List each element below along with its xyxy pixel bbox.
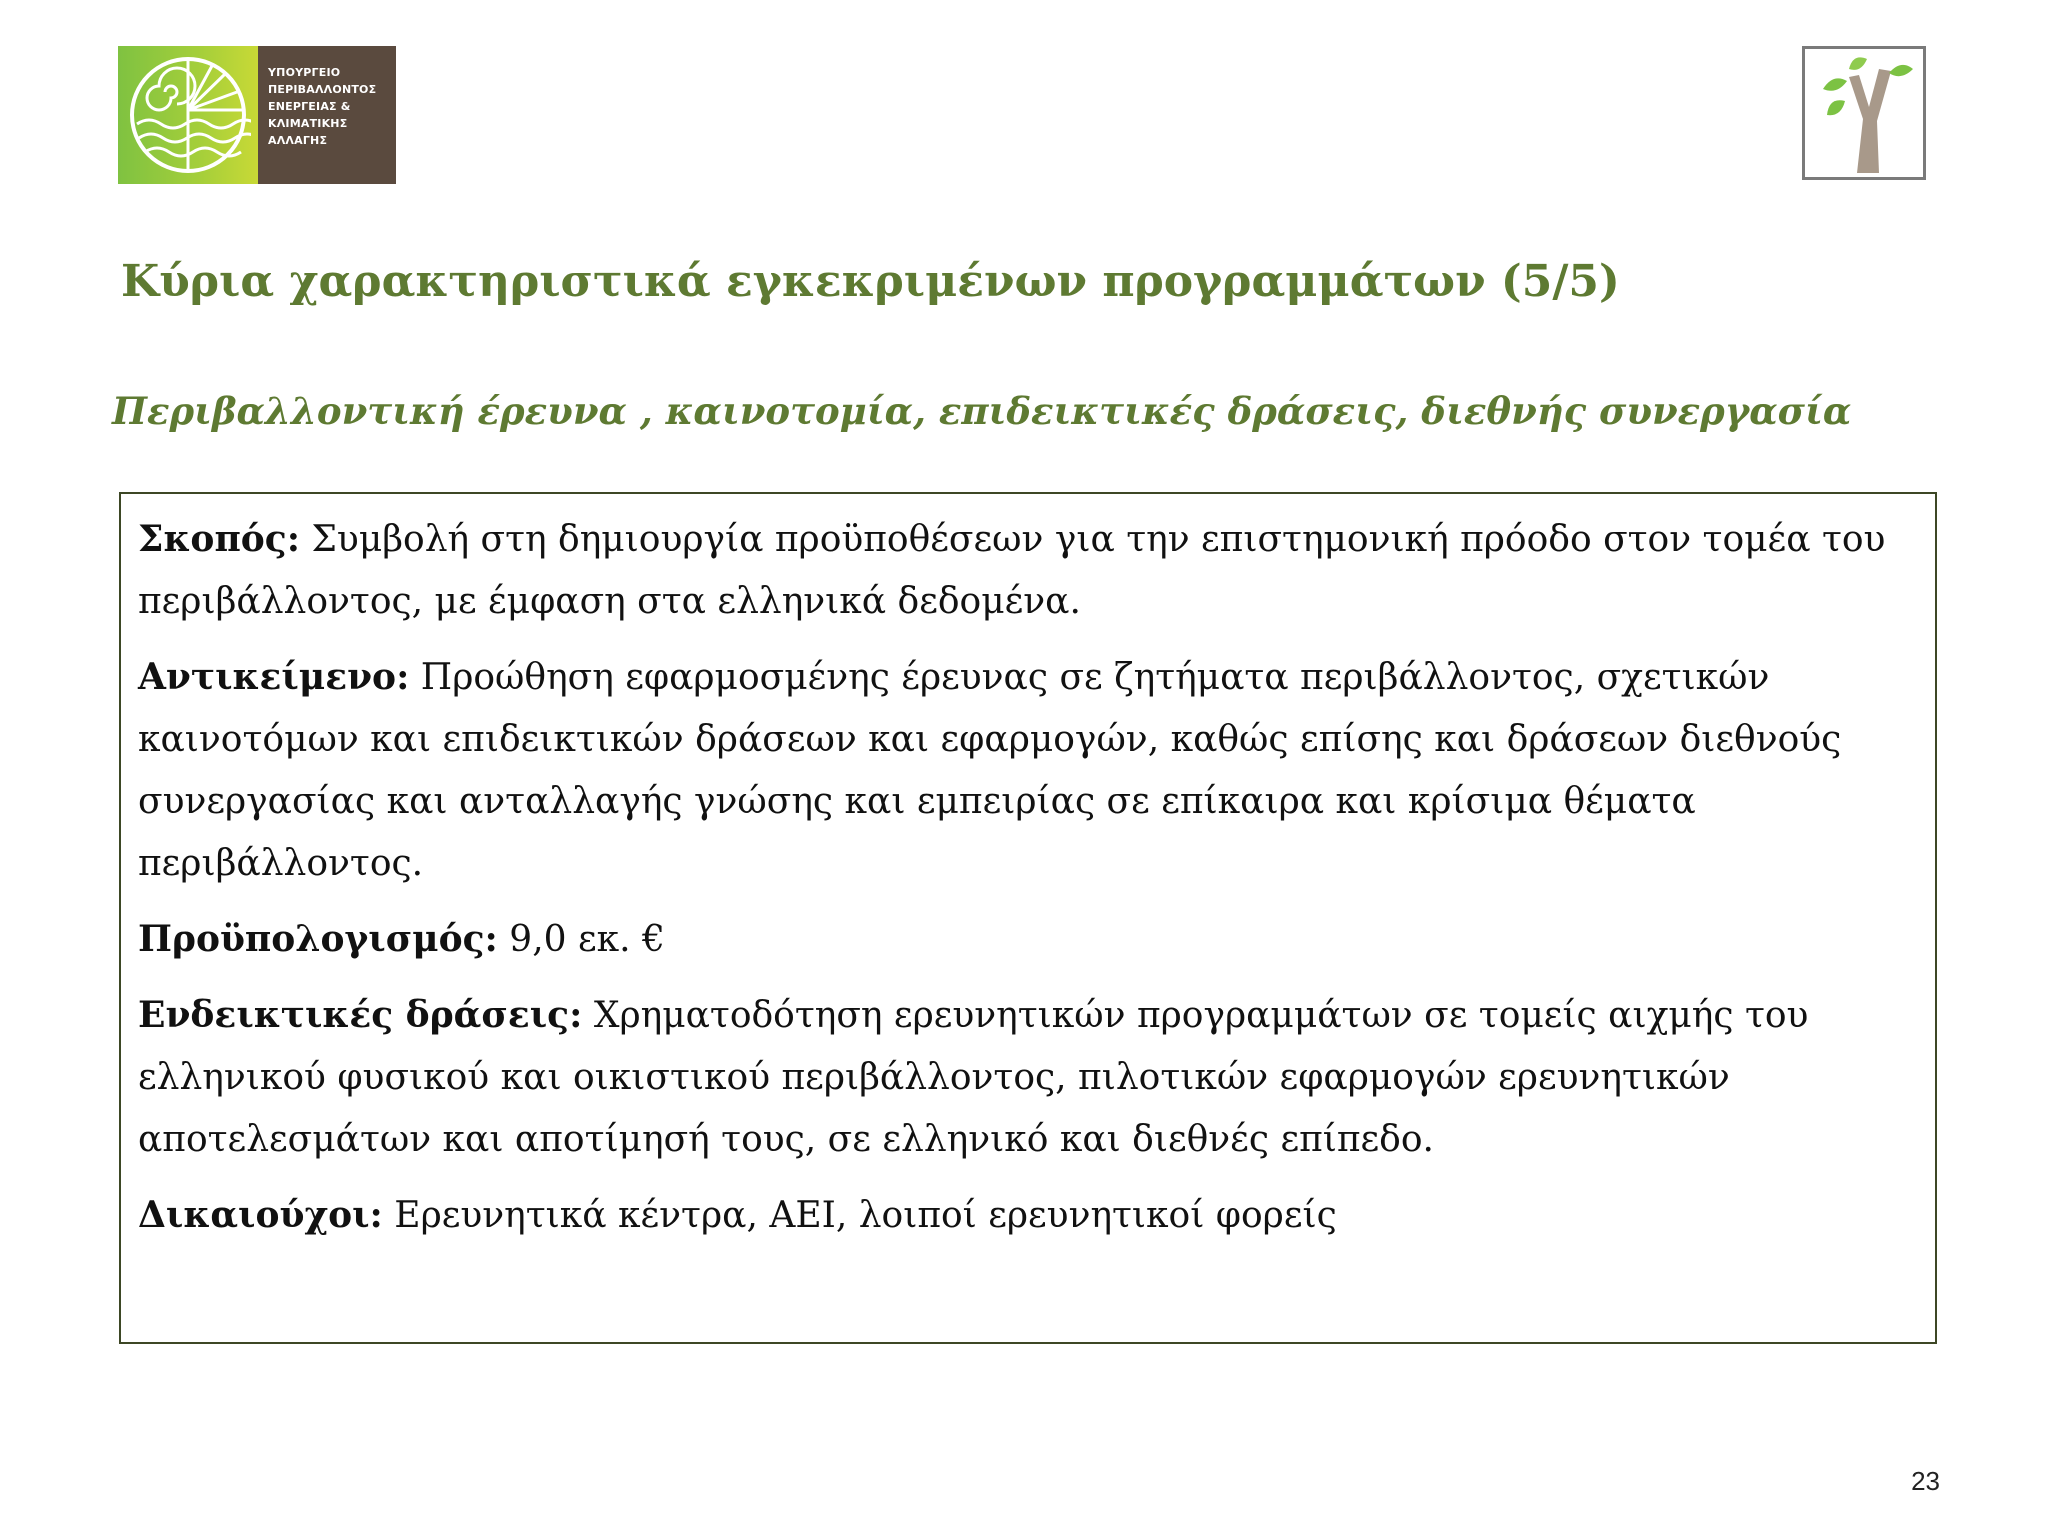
ministry-logo (118, 46, 396, 184)
ministry-name (258, 46, 396, 184)
slide-title: Κύρια χαρακτηριστικά εγκεκριμένων προγραμμάτων (5/5) (121, 256, 1620, 307)
slide-subtitle: Περιβαλλοντική έρευνα , καινοτομία, επιδεικτικές δράσεις, διεθνής συνεργασία (112, 389, 1852, 433)
budget-label: Προϋπολογισμός: (138, 918, 498, 960)
beneficiaries-paragraph (138, 1184, 1921, 1247)
ministry-name-line: ΕΝΕΡΓΕΙΑΣ & (268, 100, 351, 113)
indicative-actions-paragraph (138, 984, 1921, 1171)
objective-text: Προώθηση εφαρμοσμένης έρευνας σε ζητήματα περιβάλλοντος, σχετικών καινοτόμων και επιδεικτικών δράσεων και εφαρμογών, καθώς επίσης και δράσεων διεθνούς συνεργασίας και ανταλλαγής γνώσης και εμπειρίας σε επίκαιρα και κρίσιμα θέματα περιβάλλοντος. (138, 657, 1842, 884)
purpose-text: Συμβολή στη δημιουργία προϋποθέσεων για την επιστημονική πρόοδο στον τομέα του περιβάλλοντος, με έμφαση στα ελληνικά δεδομένα. (138, 519, 1886, 622)
objective-paragraph (138, 646, 1921, 895)
purpose-paragraph (138, 508, 1921, 633)
page-number: 23 (1911, 1466, 1940, 1496)
indicative-actions-text: Χρηματοδότηση ερευνητικών προγραμμάτων σε τομείς αιχμής του ελληνικού φυσικού και οικιστικού περιβάλλοντος, πιλοτικών εφαρμογών ερευνητικών αποτελεσμάτων και αποτίμησή τους, σε ελληνικό και διεθνές επίπεδο. (138, 995, 1809, 1160)
purpose-label: Σκοπός: (138, 518, 301, 560)
budget-paragraph (138, 908, 1921, 971)
ministry-name-line: ΠΕΡΙΒΑΛΛΟΝΤΟΣ (268, 83, 377, 96)
ministry-name-line: ΑΛΛΑΓΗΣ (268, 134, 328, 147)
budget-text: 9,0 εκ. € (497, 919, 665, 960)
content-box (119, 492, 1937, 1344)
beneficiaries-text: Ερευνητικά κέντρα, ΑΕΙ, λοιποί ερευνητικοί φορείς (382, 1195, 1337, 1236)
objective-label: Αντικείμενο: (138, 656, 410, 698)
tree-logo-icon (1802, 46, 1926, 180)
indicative-actions-label: Ενδεικτικές δράσεις: (138, 994, 583, 1036)
sun-waves-emblem-icon (118, 46, 258, 184)
ministry-name-line: ΥΠΟΥΡΓΕΙΟ (268, 66, 341, 79)
beneficiaries-label: Δικαιούχοι: (138, 1194, 383, 1236)
ministry-name-line: ΚΛΙΜΑΤΙΚΗΣ (268, 117, 348, 130)
